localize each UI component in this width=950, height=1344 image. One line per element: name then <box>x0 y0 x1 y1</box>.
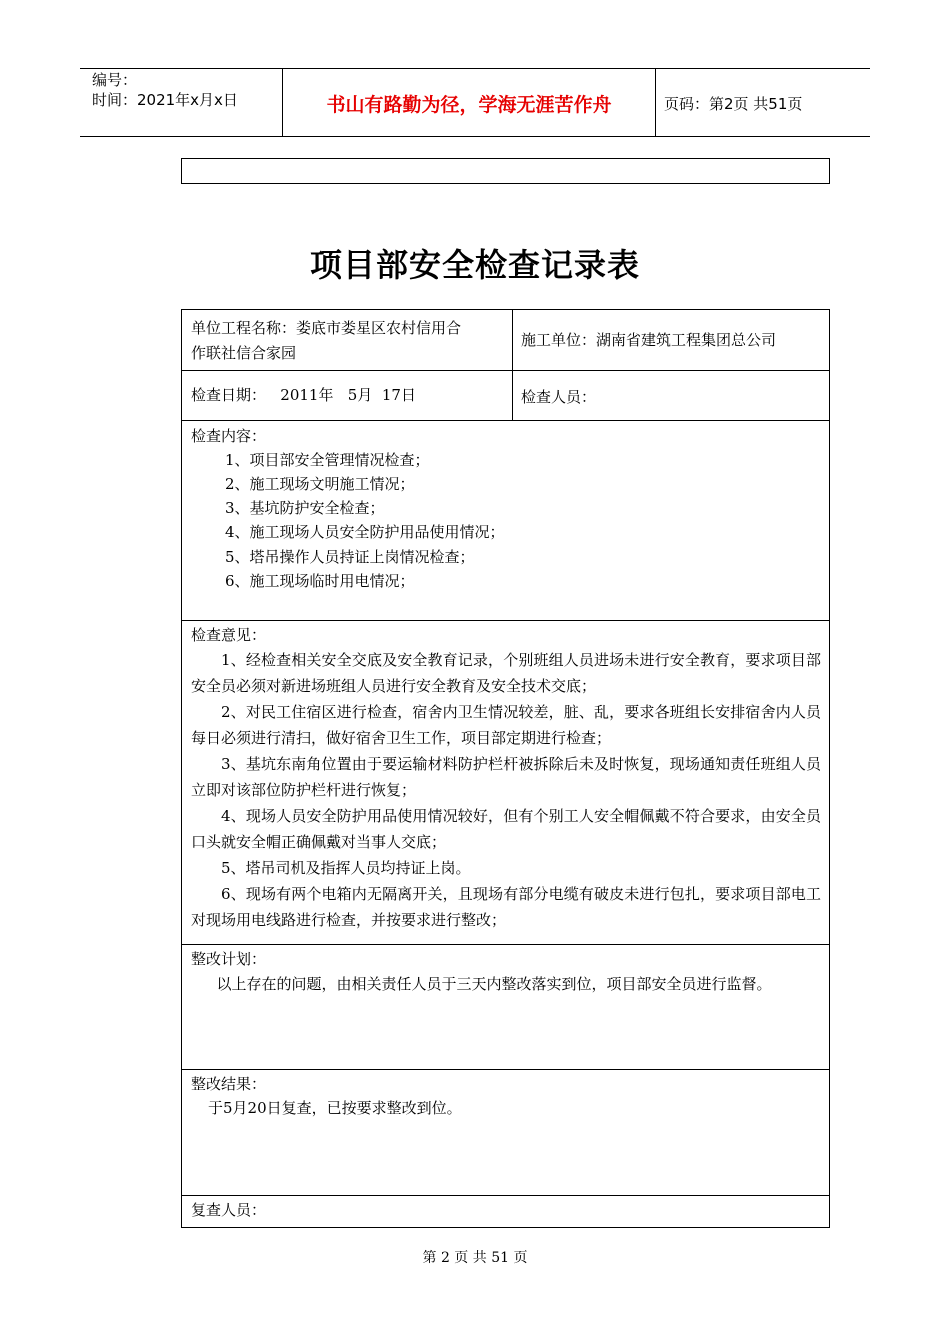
inspection-table <box>181 309 830 1228</box>
plan-text-wrap <box>191 971 821 997</box>
result-label: 整改结果： <box>191 1075 267 1093</box>
builder: 施工单位：湖南省建筑工程集团总公司 <box>521 331 777 349</box>
content-item: 6、施工现场临时用电情况； <box>225 572 415 590</box>
content-label: 检查内容： <box>191 427 267 445</box>
header-top-rule <box>80 68 870 69</box>
row-divider <box>182 620 829 621</box>
header-page-info: 页码：第2页 共51页 <box>664 95 803 113</box>
opinion-item: 5、塔吊司机及指挥人员均持证上岗。 <box>221 859 471 877</box>
code-label: 编号： <box>92 71 138 89</box>
opinion-item: 3、基坑东南角位置由于要运输材料防护栏杆被拆除后未及时恢复，现场通知责任班组人员立即对该部位防护栏杆进行恢复； <box>191 755 821 799</box>
project-name-line2: 作联社信合家园 <box>191 344 297 362</box>
header-divider <box>655 68 656 136</box>
content-item: 3、基坑防护安全检查； <box>225 499 385 517</box>
time-label: 时间：2021年x月x日 <box>92 91 238 109</box>
project-name-line1: 单位工程名称：娄底市娄星区农村信用合 <box>191 319 462 337</box>
column-divider <box>512 310 513 420</box>
opinion-item: 4、现场人员安全防护用品使用情况较好，但有个别工人安全帽佩戴不符合要求，由安全员口头就安全帽正确佩戴对当事人交底； <box>191 807 821 851</box>
row-divider <box>182 370 829 371</box>
reviewer-label: 复查人员： <box>191 1201 267 1219</box>
header-motto: 书山有路勤为径，学海无涯苦作舟 <box>326 94 612 116</box>
content-item: 2、施工现场文明施工情况； <box>225 475 415 493</box>
opinion-item: 6、现场有两个电箱内无隔离开关，且现场有部分电缆有破皮未进行包扎，要求项目部电工对现场用电线路进行检查，并按要求进行整改； <box>191 885 821 929</box>
check-date: 检查日期： 2011年 5月 17日 <box>191 386 416 404</box>
content-item: 5、塔吊操作人员持证上岗情况检查； <box>225 548 475 566</box>
opinion-label: 检查意见： <box>191 626 267 644</box>
document-title: 项目部安全检查记录表 <box>309 246 640 284</box>
header-bottom-rule <box>80 136 870 137</box>
content-item: 4、施工现场人员安全防护用品使用情况； <box>225 523 505 541</box>
row-divider <box>182 420 829 421</box>
row-divider <box>182 1195 829 1196</box>
inspector: 检查人员： <box>521 388 597 406</box>
row-divider <box>182 944 829 945</box>
project-name <box>191 316 461 366</box>
empty-box <box>181 158 830 184</box>
page-footer: 第 2 页 共 51 页 <box>422 1250 528 1266</box>
result-text: 于5月20日复查，已按要求整改到位。 <box>208 1099 462 1117</box>
opinion-list <box>191 647 821 933</box>
header-meta <box>92 70 238 110</box>
plan-label: 整改计划： <box>191 950 267 968</box>
opinion-item: 2、对民工住宿区进行检查，宿舍内卫生情况较差，脏、乱，要求各班组长安排宿舍内人员每日必须进行清扫，做好宿舍卫生工作，项目部定期进行检查； <box>191 703 821 747</box>
opinion-item: 1、经检查相关安全交底及安全教育记录，个别班组人员进场未进行安全教育，要求项目部安全员必须对新进场班组人员进行安全教育及安全技术交底； <box>191 651 821 695</box>
content-item: 1、项目部安全管理情况检查； <box>225 451 430 469</box>
row-divider <box>182 1069 829 1070</box>
plan-text: 以上存在的问题，由相关责任人员于三天内整改落实到位，项目部安全员进行监督。 <box>216 975 772 993</box>
